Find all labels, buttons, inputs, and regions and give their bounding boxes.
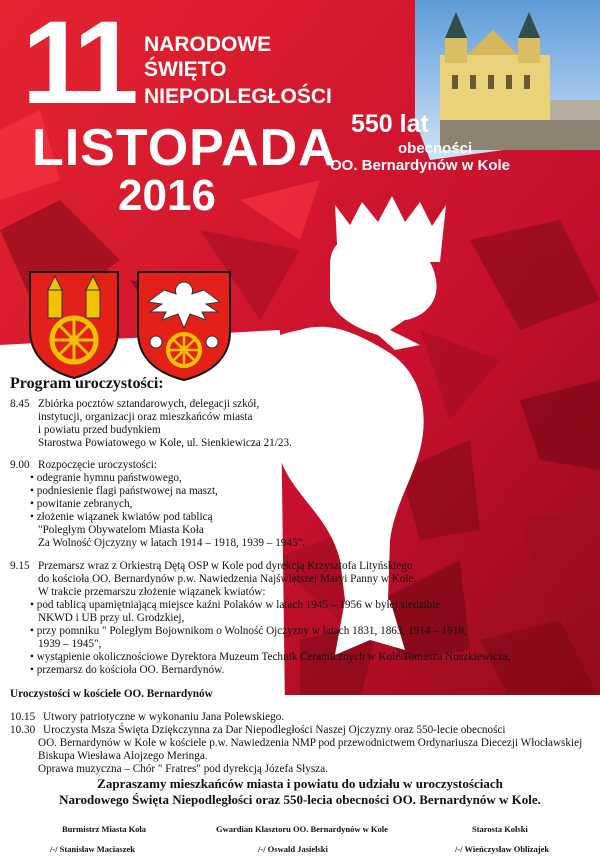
block3-bullet-1-cont: NKWD i UB przy ul. Grodzkiej, [38,612,185,624]
block3-bullet-2: • przy pomniku " Poległym Bojownikom o Wolność Ojczyzny w latach 1831, 1863, 1914 – 1918, [30,625,467,637]
signature-name-mayor: /-/ Stanisław Maciaszek [50,844,135,854]
church-section-title: Uroczystości w kościele OO. Bernardynów [10,688,213,700]
block2-bullet-1: • odegranie hymnu państwowego, [30,472,182,484]
day-number: 11 [22,0,131,129]
block2-bullet-3: • powitanie zebranych, [30,498,133,510]
month-title: LISTOPADA [32,119,337,177]
title-line-3: NIEPODLEGŁOŚCI [144,85,332,108]
time-9-15: 9.15 [10,560,30,572]
block5-line-3: Biskupa Wiesława Alojzego Meringa. [38,750,208,762]
church-photo [415,0,600,160]
signature-name-starost: /-/ Wieńczysław Oblizajek [455,844,550,854]
block5-line-4: Oprawa muzyczna – Chór " Fratres" pod dyrekcją Józefa Słysza. [38,763,328,775]
time-10-15: 10.15 [10,711,36,723]
block2-heading: Rozpoczęcie uroczystości: [38,459,157,471]
block5-line-1: Uroczysta Msza Święta Dziękczynna za Dar Niepodległości Naszej Ojczyzny oraz 550-lecie obecności [43,724,506,736]
time-10-30: 10.30 [10,724,36,736]
closing-line-1: Zapraszamy mieszkańców miasta i powiatu do udziału w uroczystościach [97,776,503,791]
block2-bullet-2: • podniesienie flagi państwowej na maszt, [30,485,218,497]
block3-bullet-1: • pod tablicą upamiętniającą miejsce kaźni Polaków w latach 1945 – 1956 w byłej siedzibie [30,599,441,611]
block1-line-1: Zbiórka pocztów sztandarowych, delegacji szkół, [38,398,260,410]
block3-line-2: do kościoła OO. Bernardynów p.w. Nawiedzenia Najświętszej Maryi Panny w Kole. [38,573,417,585]
block3-line-3: W trakcie przemarszu złożenie wiązanek kwiatów: [38,586,266,598]
year-title: 2016 [118,171,216,220]
title-line-2: ŚWIĘTO [144,58,227,81]
anniversary-years: 550 lat [351,110,429,138]
block1-line-4: Starostwa Powiatowego w Kole, ul. Sienkiewicza 21/23. [38,437,292,449]
block3-bullet-4: • przemarsz do kościoła OO. Bernardynów. [30,664,225,676]
block3-bullet-3: • wystąpienie okolicznościowe Dyrektora Muzeum Technik Ceramicznych w Kole Tomasza Nuszkiewicza, [30,651,511,663]
program-title: Program uroczystości: [10,375,164,392]
block2-bullet-4: • złożenie wiązanek kwiatów pod tablicą [30,511,213,523]
block5-line-2: OO. Bernardynów w Kole w kościele p.w. Nawiedzenia NMP pod przewodnictwem Ordynariusza Diecezji Włocławskiej [38,737,583,749]
county-coat-of-arms [134,268,234,382]
kolo-coat-of-arms [26,268,122,380]
anniversary-of: obecności [398,140,473,157]
signature-name-guardian: /-/ Oswald Jasielski [258,844,328,854]
block2-cont-1: "Poległym Obywatelom Miasta Koła [38,524,204,536]
block3-bullet-2-cont: 1939 – 1945", [38,638,102,650]
anniversary-order: OO. Bernardynów w Kole [330,157,511,174]
signature-role-guardian: Gwardian Klasztoru OO. Bernardynów w Kole [216,824,388,834]
block2-cont-2: Za Wolność Ojczyzny w latach 1914 – 1918, 1939 – 1945". [38,537,305,549]
closing-line-2: Narodowego Święta Niepodległości oraz 550-lecia obecności OO. Bernardynów w Kole. [59,792,541,807]
signature-role-mayor: Burmistrz Miasta Koła [62,824,147,834]
time-8-45: 8.45 [10,398,30,410]
title-line-1: NARODOWE [144,33,272,56]
block3-line-1: Przemarsz wraz z Orkiestrą Dętą OSP w Kole pod dyrekcją Krzysztofa Lityńskiego [38,560,413,572]
block1-line-3: i powiatu przed budynkiem [38,424,161,436]
block4-text: Utwory patriotyczne w wykonaniu Jana Polewskiego. [43,711,285,723]
time-9-00: 9.00 [10,459,30,471]
block1-line-2: instytucji, organizacji oraz mieszkańców miasta [38,411,253,423]
signature-role-starost: Starosta Kolski [472,824,528,834]
